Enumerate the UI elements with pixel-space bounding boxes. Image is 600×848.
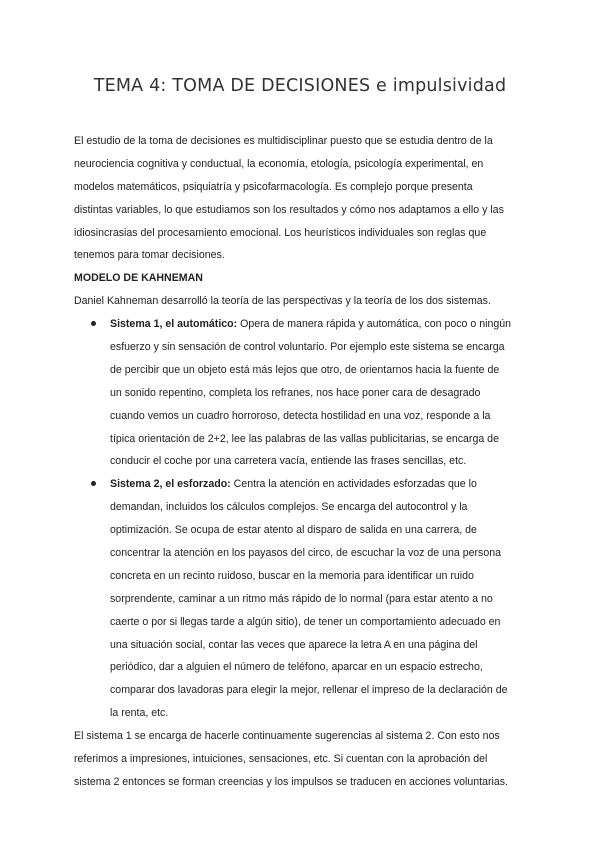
closing-paragraph — [74, 725, 530, 794]
bullet-line: un sonido repentino, completa los refranes, nos hace poner cara de desagrado — [110, 386, 481, 399]
bullet-line: demandan, incluidos los cálculos complejos. Se encarga del autocontrol y la — [110, 501, 468, 514]
bullet-label: Sistema 1, el automático: — [110, 318, 238, 331]
bullet-line: de percibir que un objeto está más lejos que otro, de orientarnos hacia la fuente de — [110, 363, 500, 376]
intro-line: idiosincrasias del procesamiento emocional. Los heurísticos individuales son reglas que — [74, 226, 487, 239]
bullet-line: concentrar la atención en los payasos del circo, de escuchar la voz de una persona — [110, 547, 502, 560]
intro-paragraph — [74, 130, 530, 267]
intro-line: neurociencia cognitiva y conductual, la economía, etología, psicología experimental, en — [74, 157, 484, 170]
bullet-icon — [91, 481, 96, 486]
section-heading: MODELO DE KAHNEMAN — [74, 272, 203, 285]
bullet-label: Sistema 2, el esforzado: — [110, 478, 231, 491]
closing-line: referimos a impresiones, intuiciones, sensaciones, etc. Si cuentan con la aprobación del — [74, 753, 488, 766]
page-title: TEMA 4: TOMA DE DECISIONES e impulsividad — [93, 76, 507, 96]
closing-line: sistema 2 entonces se forman creencias y los impulsos se traducen en acciones voluntarias. — [74, 775, 508, 788]
bullet-icon — [91, 321, 96, 326]
bullet-line: típica orientación de 2+2, lee las palabras de las vallas publicitarias, se encarga de — [110, 432, 499, 445]
bullet-first-line — [110, 473, 530, 496]
bullet-line: cuando vemos un cuadro horroroso, detecta hostilidad en una voz, responde a la — [110, 409, 491, 422]
intro-line: tenemos para tomar decisiones. — [74, 249, 225, 262]
bullet-text: Centra la atención en actividades esforzadas que lo — [230, 478, 477, 491]
intro-line: distintas variables, lo que estudiamos son los resultados y cómo nos adaptamos a ello y las — [74, 203, 504, 216]
bullet-line: caerte o por si llegas tarde a algún sitio), de tener un comportamiento adecuado en — [110, 615, 501, 628]
bullet-item-sistema-1 — [74, 313, 530, 473]
bullet-line: sorprendente, caminar a un ritmo más rápido de lo normal (para estar atento a no — [110, 592, 493, 605]
bullet-line: periódico, dar a alguien el número de teléfono, aparcar en un espacio estrecho, — [110, 661, 483, 674]
bullet-first-line — [110, 313, 530, 336]
bullet-line: comparar dos lavadoras para elegir la mejor, rellenar el impreso de la declaración de — [110, 684, 508, 697]
intro-line: El estudio de la toma de decisiones es multidisciplinar puesto que se estudia dentro de la — [74, 135, 493, 147]
bullet-text: Opera de manera rápida y automática, con poco o ningún — [237, 318, 512, 331]
bullet-line: esfuerzo y sin sensación de control voluntario. Por ejemplo este sistema se encarga — [110, 341, 505, 354]
document-body — [74, 130, 530, 794]
bullet-line: la renta, etc. — [110, 707, 169, 720]
bullet-item-sistema-2 — [74, 473, 530, 725]
section-intro: Daniel Kahneman desarrolló la teoría de las perspectivas y la teoría de los dos sistemas. — [74, 295, 491, 308]
intro-line: modelos matemáticos, psiquiatría y psicofarmacología. Es complejo porque presenta — [74, 180, 473, 193]
bullet-line: optimización. Se ocupa de estar atento al disparo de salida en una carrera, de — [110, 524, 477, 537]
closing-line: El sistema 1 se encarga de hacerle continuamente sugerencias al sistema 2. Con esto nos — [74, 730, 500, 743]
bullet-line: conducir el coche por una carretera vacía, entiende las frases sencillas, etc. — [110, 455, 467, 468]
bullet-line: concreta en un recinto ruidoso, buscar en la memoria para identificar un ruido — [110, 569, 474, 582]
bullet-line: una situación social, contar las veces que aparece la letra A en una página del — [110, 638, 478, 651]
